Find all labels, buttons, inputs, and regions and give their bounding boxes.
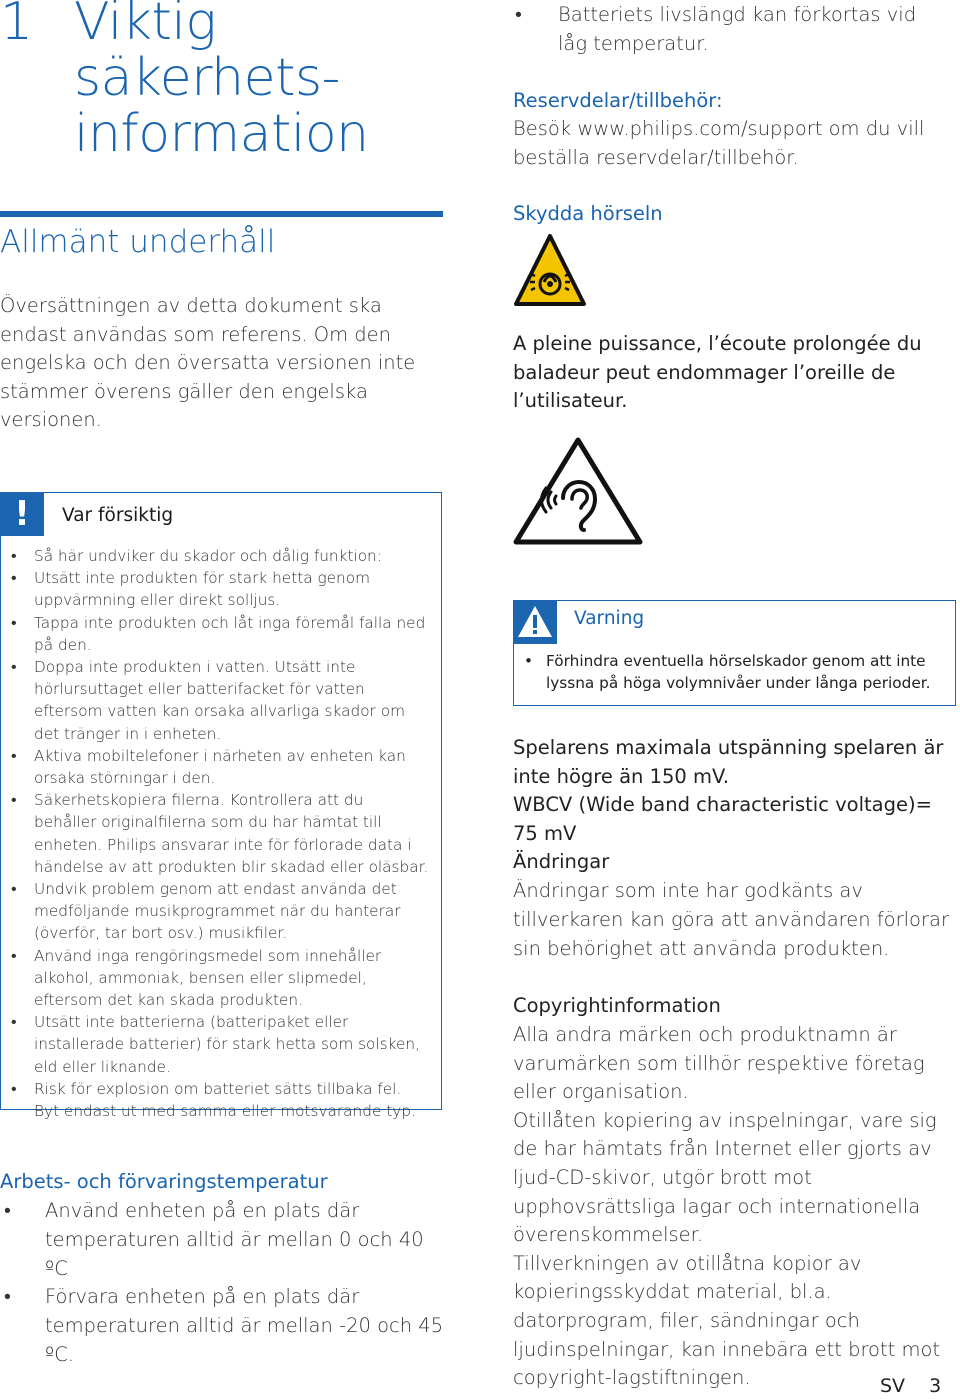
- list-item: • Batteriets livslängd kan förkortas vid låg temperatur.: [513, 1, 943, 58]
- list-item: • Utsätt inte produkten för stark hetta genom uppvärmning eller direkt solljus.: [10, 567, 430, 611]
- warning-list: [523, 650, 943, 694]
- caution-list: [10, 545, 430, 1122]
- copyright-text: [513, 1021, 953, 1393]
- list-item: • Förvara enheten på en plats där temperaturen alltid är mellan -20 och 45 ºC.: [0, 1283, 450, 1369]
- changes-text: Ändringar som inte har godkänts av tillverkaren kan göra att användaren förlorar sin behörighet att använda produkten.: [513, 879, 949, 960]
- list-item: • Undvik problem genom att endast använda det medföljande musikprogrammet när du hanterar (överför, tar bort osv.) musikfiler.: [10, 878, 430, 945]
- list-item: • Tappa inte produkten och låt inga föremål falla ned på den.: [10, 612, 430, 656]
- spec-block: [513, 734, 953, 877]
- parts-text: Besök www.philips.com/support om du vill beställa reservdelar/tillbehör.: [513, 117, 925, 169]
- temperature-list: [0, 1197, 450, 1370]
- temperature-title: Arbets- och förvaringstemperatur: [0, 1170, 328, 1193]
- page-number: 3: [929, 1375, 942, 1397]
- ear-warning-triangle-icon: [512, 436, 644, 546]
- exclamation-icon: !: [0, 492, 44, 536]
- list-item: • Utsätt inte batterierna (batteripaket eller installerade batterier) för stark hetta som solsken, eld eller liknande.: [10, 1011, 430, 1078]
- french-warning: A pleine puissance, l’écoute prolongée du baladeur peut endommager l’oreille de l’utilisateur.: [513, 332, 922, 413]
- spec-max-voltage: Spelarens maximala utspänning spelaren är inte högre än 150 mV.: [513, 736, 944, 788]
- warning-triangle-icon: [513, 600, 557, 644]
- list-item: • Använd inga rengöringsmedel som innehåller alkohol, ammoniak, bensen eller slipmedel, eftersom det kan skada produkten.: [10, 945, 430, 1012]
- caution-header: [0, 492, 440, 536]
- page-footer: [880, 1374, 941, 1398]
- caution-title: Var försiktig: [62, 505, 174, 526]
- changes-title: Ändringar: [513, 850, 610, 874]
- hearing-warning-sign-icon: [513, 232, 587, 308]
- list-item: • Använd enheten på en plats där temperaturen alltid är mellan 0 och 40 ºC: [0, 1197, 450, 1283]
- list-item: • Doppa inte produkten i vatten. Utsätt inte hörlursuttaget eller batterifacket för vatten eftersom vatten kan orsaka allvarliga skador om det tränger in i enheten.: [10, 656, 430, 745]
- copyright-paragraph: Tillverkningen av otillåtna kopior av kopieringsskyddat material, bl.a. datorprogram, filer, sändningar och ljudinspelningar, kan innebära ett brott mot copyright-lagstiftningen.: [513, 1251, 941, 1390]
- list-item: • Aktiva mobiltelefoner i närheten av enheten kan orsaka störningar i den.: [10, 745, 430, 789]
- chapter-number: 1: [0, 0, 33, 52]
- warning-title: Varning: [574, 608, 645, 629]
- spec-wbcv: WBCV (Wide band characteristic voltage)= 75 mV: [513, 793, 932, 845]
- battery-list: [513, 1, 943, 58]
- maintenance-title: Allmänt underhåll: [0, 224, 276, 260]
- parts-title: Reservdelar/tillbehör:: [513, 89, 723, 112]
- copyright-title: Copyrightinformation: [513, 994, 721, 1017]
- list-item: • Risk för explosion om batteriet sätts tillbaka fel. Byt endast ut med samma eller motsvarande typ.: [10, 1078, 430, 1122]
- section-rule: [0, 211, 443, 217]
- copyright-paragraph: Alla andra märken och produktnamn är varumärken som tillhör respektive företag eller organisation.: [513, 1023, 925, 1104]
- list-item: • Förhindra eventuella hörselskador genom att inte lyssna på höga volymnivåer under långa perioder.: [523, 650, 943, 694]
- chapter-title: Viktig säkerhets-information: [74, 0, 369, 164]
- maintenance-text: Översättningen av detta dokument ska endast användas som referens. Om den engelska och den översatta versionen inte stämmer överens gäller den engelska versionen.: [0, 294, 416, 432]
- list-item: • Så här undviker du skador och dålig funktion:: [10, 545, 430, 567]
- hearing-title: Skydda hörseln: [513, 202, 663, 225]
- copyright-paragraph: Otillåten kopiering av inspelningar, vare sig de har hämtats från Internet eller gjorts av ljud-CD-skivor, utgör brott mot upphovsrättsliga lagar och internationella överenskommelser.: [513, 1108, 937, 1247]
- language-code: SV: [880, 1375, 906, 1397]
- list-item: • Säkerhetskopiera filerna. Kontrollera att du behåller originalfilerna som du har hämtat till enheten. Philips ansvarar inte för förlorade data i händelse av att produkten blir skadad eller oläsbar.: [10, 789, 430, 878]
